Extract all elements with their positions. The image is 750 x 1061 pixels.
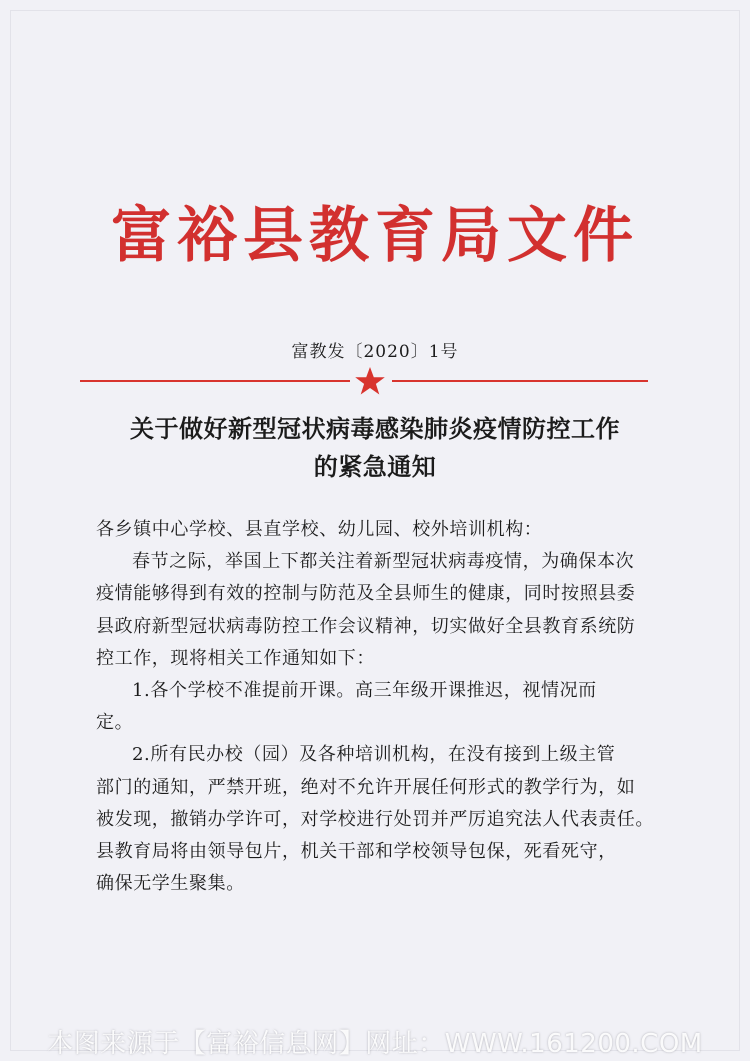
item-2-line: 确保无学生聚集。: [96, 873, 245, 895]
addressee: [96, 514, 660, 546]
intro-line: 春节之际，举国上下都关注着新型冠状病毒疫情，为确保本次: [132, 551, 635, 573]
masthead-title: 富裕县教育局文件: [111, 201, 639, 271]
item-2-paragraph: [96, 739, 660, 900]
item-2-line: 2.所有民办校（园）及各种培训机构，在没有接到上级主管: [132, 744, 616, 766]
item-2-line: 被发现，撤销办学许可，对学校进行处罚并严厉追究法人代表责任。: [96, 808, 654, 830]
document-body: [96, 514, 660, 900]
source-watermark: 本图来源于【富裕信息网】网址：WWW.161200.COM: [47, 1029, 703, 1059]
document-title: [0, 410, 750, 486]
item-1-line: 定。: [96, 712, 134, 734]
intro-paragraph: [96, 546, 660, 675]
item-1-line: 1.各个学校不准提前开课。高三年级开课推迟，视情况而: [132, 680, 597, 702]
item-1-paragraph: [96, 675, 660, 739]
title-line-1: 关于做好新型冠状病毒感染肺炎疫情防控工作: [130, 415, 620, 443]
intro-line: 县政府新型冠状病毒防控工作会议精神，切实做好全县教育系统防: [96, 615, 636, 637]
intro-line: 疫情能够得到有效的控制与防范及全县师生的健康，同时按照县委: [96, 583, 636, 605]
document-number: 富教发〔2020〕1号: [291, 342, 459, 362]
addressee-text: 各乡镇中心学校、县直学校、幼儿园、校外培训机构：: [96, 519, 543, 540]
item-2-line: 部门的通知，严禁开班，绝对不允许开展任何形式的教学行为，如: [96, 776, 636, 798]
item-2-line: 县教育局将由领导包片，机关干部和学校领导包保，死看死守，: [96, 841, 617, 863]
divider-left: [80, 380, 350, 382]
star-icon: [354, 366, 386, 396]
divider-right: [392, 380, 648, 382]
intro-line: 控工作，现将相关工作通知如下：: [96, 647, 375, 669]
title-line-2: 的紧急通知: [313, 453, 437, 481]
